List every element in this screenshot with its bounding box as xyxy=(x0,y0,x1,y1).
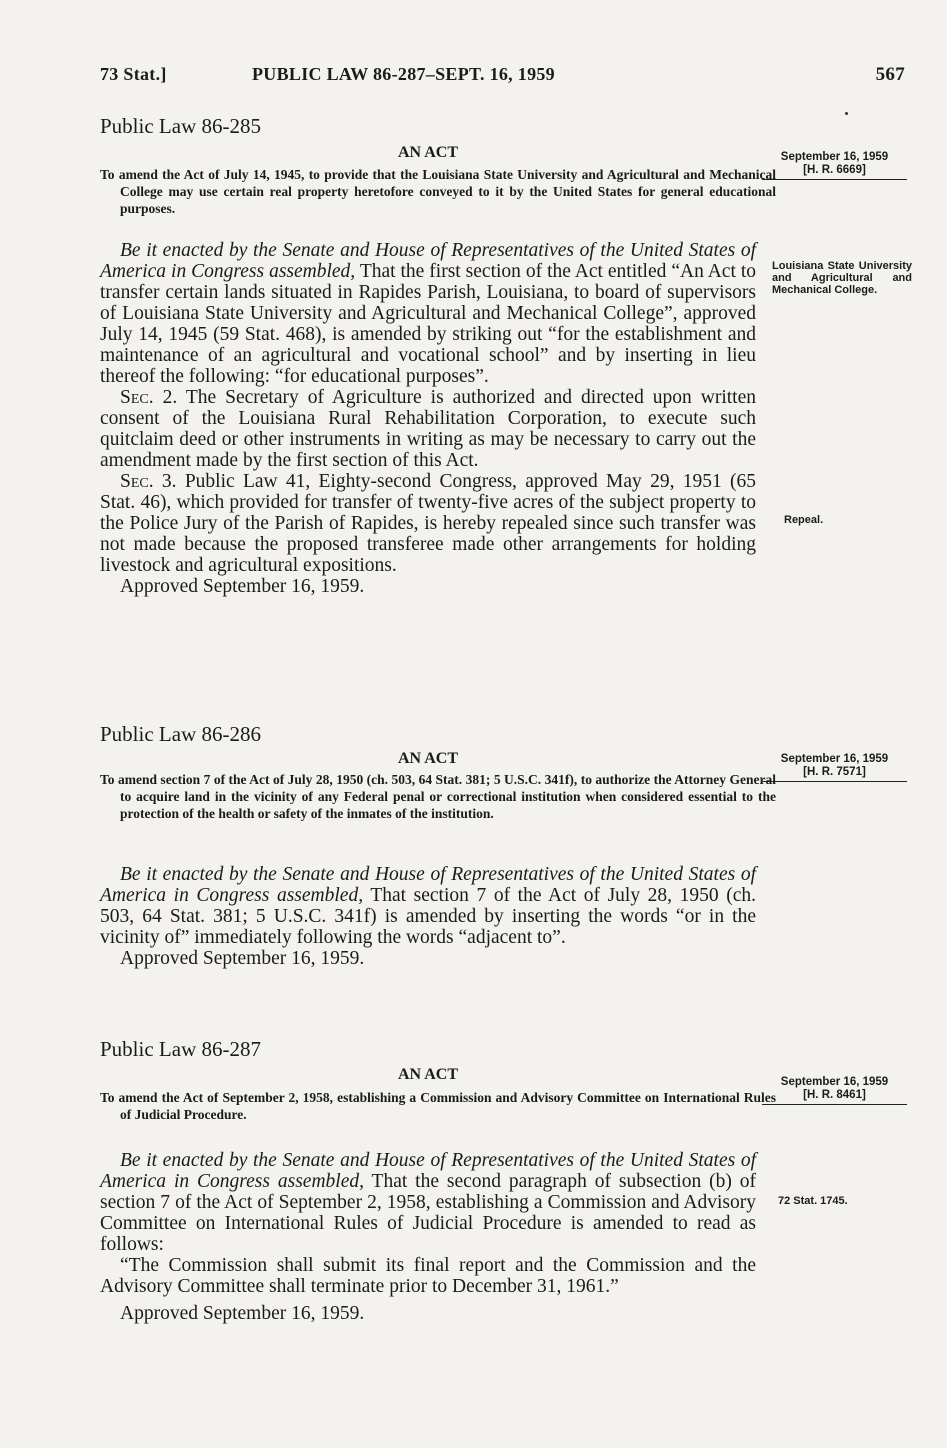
margin-bill-number: [H. R. 7571] xyxy=(803,766,866,778)
margin-bill-number: [H. R. 6669] xyxy=(803,164,866,176)
an-act-heading xyxy=(100,144,756,162)
approved-line: Approved September 16, 1959. xyxy=(120,948,365,969)
section-2-label: Sec. 2. xyxy=(120,387,178,408)
act-purpose: To amend the Act of September 2, 1958, establishing a Commission and Advisory Committee on International Rules of Judicial Procedure. xyxy=(100,1090,776,1122)
margin-date-block xyxy=(762,1076,907,1105)
enacting-clause: Be it enacted by the Senate and House of Representatives of the United States of America in Congress assembled, xyxy=(100,240,756,282)
law-title: Public Law 86-286 xyxy=(100,722,261,746)
margin-date: September 16, 1959 xyxy=(780,1076,889,1088)
an-act-label: AN ACT xyxy=(397,1066,458,1083)
running-head-title: PUBLIC LAW 86-287–SEPT. 16, 1959 xyxy=(252,64,555,84)
act-purpose: To amend the Act of July 14, 1945, to provide that the Louisiana State University and Agricultural and Mechanical College may use certain real property heretofore conveyed to it by the United States for general educational purposes. xyxy=(100,167,776,216)
section-1 xyxy=(100,240,756,387)
section-3-text: Public Law 41, Eighty-second Congress, approved May 29, 1951 (65 Stat. 46), which provided for transfer of twenty-five acres of the subject property to the Police Jury of the Parish of Rapides, is hereby repealed since such transfer was not made because the proposed transferee made other arrangements for holding livestock and agricultural expositions. xyxy=(100,471,757,576)
an-act-label: AN ACT xyxy=(397,144,458,161)
section-1 xyxy=(100,864,756,948)
approved-line: Approved September 16, 1959. xyxy=(120,576,365,597)
margin-note-citation: 72 Stat. 1745. xyxy=(778,1195,848,1207)
margin-date: September 16, 1959 xyxy=(780,151,889,163)
act-body xyxy=(100,1150,756,1324)
enacting-clause: Be it enacted by the Senate and House of Representatives of the United States of America in Congress assembled, xyxy=(100,864,756,906)
enacting-clause: Be it enacted by the Senate and House of Representatives of the United States of America in Congress assembled, xyxy=(100,1150,756,1192)
page-number: 567 xyxy=(875,64,905,85)
margin-note-repeal: Repeal. xyxy=(784,514,824,526)
ink-dot xyxy=(845,112,848,115)
an-act-heading xyxy=(100,750,756,768)
act-purpose: To amend section 7 of the Act of July 28, 1950 (ch. 503, 64 Stat. 381; 5 U.S.C. 341f), to authorize the Attorney General to acquire land in the vicinity of any Federal penal or correctional institution when considered essential to the protection of the health or safety of the inmates of the institution. xyxy=(100,772,776,821)
approved-line: Approved September 16, 1959. xyxy=(120,1303,365,1324)
margin-date: September 16, 1959 xyxy=(780,753,889,765)
act-body xyxy=(100,240,756,597)
section-1-text: That section 7 of the Act of July 28, 1950 (ch. 503, 64 Stat. 381; 5 U.S.C. 341f) is amended by inserting the words “or in the vicinity of” immediately following the words “adjacent to”. xyxy=(100,885,757,948)
section-1 xyxy=(100,1150,756,1255)
section-2-text: The Secretary of Agriculture is authorized and directed upon written consent of the Louisiana Rural Rehabilitation Corporation, to execute such quitclaim deed or other instruments in writing as may be necessary to carry out the amendment made by the first section of this Act. xyxy=(100,387,756,471)
section-3 xyxy=(100,471,756,576)
an-act-heading xyxy=(100,1066,756,1084)
section-1-text: That the first section of the Act entitled “An Act to transfer certain lands situated in Rapides Parish, Louisiana, to board of supervisors of Louisiana State University and Agricultural and Mechanical College”, approved July 14, 1945 (59 Stat. 468), is amended by striking out “for the establishment and maintenance of an agricultural and vocational school” and by inserting in lieu thereof the following: “for educational purposes”. xyxy=(100,261,756,387)
law-title: Public Law 86-285 xyxy=(100,114,261,138)
law-title: Public Law 86-287 xyxy=(100,1037,261,1061)
margin-note-subject: Louisiana State University and Agricultural and Mechanical College. xyxy=(772,260,912,296)
section-1-text: That the second paragraph of subsection (b) of section 7 of the Act of September 2, 1958, establishing a Commission and Advisory Committee on International Rules of Judicial Procedure is amended to read as follows: xyxy=(100,1171,756,1255)
running-head-volume: 73 Stat.] xyxy=(100,64,167,84)
quoted-amendment: “The Commission shall submit its final report and the Commission and the Advisory Committee shall terminate prior to December 31, 1961.” xyxy=(100,1255,756,1297)
margin-bill-number: [H. R. 8461] xyxy=(803,1089,866,1101)
section-3-label: Sec. 3. xyxy=(120,471,177,492)
act-body xyxy=(100,864,756,969)
an-act-label: AN ACT xyxy=(397,750,458,767)
margin-date-block xyxy=(762,151,907,180)
margin-date-block xyxy=(762,753,907,782)
section-2 xyxy=(100,387,756,471)
